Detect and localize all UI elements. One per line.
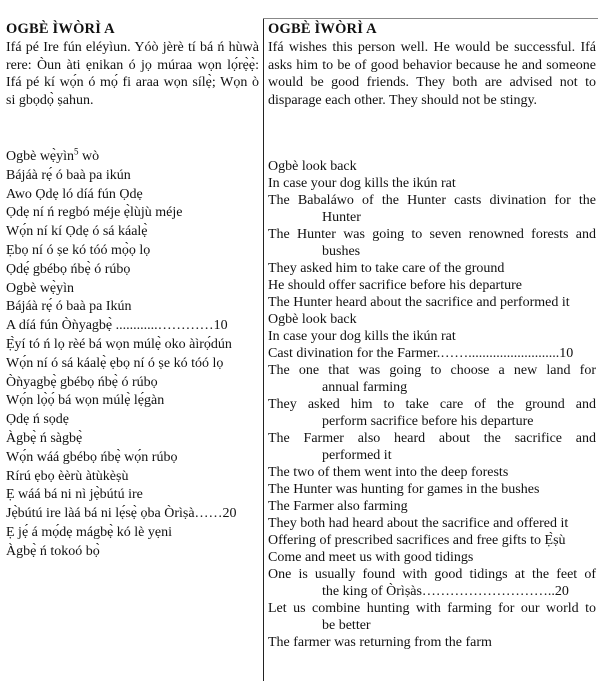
english-verse-line: The Babaláwo of the Hunter casts divination for the Hunter — [268, 193, 596, 225]
english-verses — [268, 158, 598, 651]
yoruba-verse-line: Wọ́n ní ó sá káalẹ̀ ẹbọ ní ó ṣe kó tóó lọ — [6, 355, 224, 371]
yoruba-verse-line: Ọdẹ́ gbébọ ńbẹ̀ ó rúbọ — [6, 261, 131, 277]
yoruba-verse-line: Rírú ẹbọ èèrù àtùkèṣù — [6, 468, 129, 484]
english-verse-line: The Farmer also farming — [268, 499, 408, 514]
english-verse-line: The one that was going to choose a new land for annual farming — [268, 363, 596, 395]
english-title: OGBÈ ÌWÒRÌ A — [268, 21, 377, 37]
english-verse-line: One is usually found with good tidings at the feet of the king of Òrìṣàs………………………..20 — [268, 567, 596, 599]
yoruba-verse-line: Ẹ̀yí tó ń lọ rèé bá wọn múlẹ̀ oko àìrọ́dún — [6, 336, 232, 352]
yoruba-verse-line: Ọdẹ ń sọdẹ — [6, 412, 69, 428]
english-verse-line: The Hunter was going to seven renowned forests and bushes — [268, 227, 596, 259]
yoruba-verse-line: Ẹ wáá bá ni nì jẹ̀bútú ire — [6, 487, 143, 503]
yoruba-verse-line: Wọ́n lọ̀ọ́ bá wọn múlẹ̀ lẹ́gàn — [6, 393, 165, 409]
english-verse-line: In case your dog kills the ikún rat — [268, 329, 456, 344]
english-verse-line: The Farmer also heard about the sacrifice and performed it — [268, 431, 596, 463]
yoruba-verse-line: A díá fún Òǹyagbẹ̀ ............…………10 — [6, 318, 228, 334]
yoruba-verse-line: Ọdẹ ní ń regbó méje ẹ̀lùjù méje — [6, 205, 183, 221]
yoruba-verses — [6, 148, 237, 562]
yoruba-verse-line: Wọ́n wáá gbébọ ńbẹ̀ wọ́n rúbọ — [6, 449, 178, 465]
yoruba-verse-line: Awo Ọdẹ ló díá fún Ọdẹ — [6, 186, 143, 202]
english-verse-line: The Hunter was hunting for games in the bushes — [268, 482, 540, 497]
yoruba-title: OGBÈ ÌWÒRÌ A — [6, 21, 115, 37]
english-verse-line: The farmer was returning from the farm — [268, 635, 492, 650]
yoruba-verse-line: Jẹ̀bútú ire làá bá ni lẹ́sẹ̀ ọba Òrìṣà……20 — [6, 506, 237, 522]
english-verse-line: In case your dog kills the ikún rat — [268, 176, 456, 191]
yoruba-verse-line: Bájáà rẹ́ ó baà pa ikún — [6, 167, 131, 183]
english-verse-line: Let us combine hunting with farming for our world to be better — [268, 601, 596, 633]
english-verse-line: Ogbè look back — [268, 159, 357, 174]
english-verse-line: They asked him to take care of the ground and perform sacrifice before his departure — [268, 397, 596, 429]
yoruba-verse-line: Ogbè wẹ̀yìn — [6, 280, 75, 296]
english-verse-line: He should offer sacrifice before his departure — [268, 278, 522, 293]
english-verse-line: Ogbè look back — [268, 312, 357, 327]
yoruba-verse-line: Ẹbọ ní ó ṣe kó tóó mọ̀ọ lọ — [6, 242, 151, 258]
yoruba-verse-line: Òǹyagbẹ̀ gbébọ ńbẹ̀ ó rúbọ — [6, 374, 158, 390]
english-column — [268, 0, 598, 681]
column-divider — [263, 18, 264, 681]
english-verse-line: They both had heard about the sacrifice and offered it — [268, 516, 569, 531]
english-verse-line: The Hunter heard about the sacrifice and performed it — [268, 295, 570, 310]
english-verse-line: Cast divination for the Farmer.……..........................10 — [268, 346, 574, 361]
yoruba-verse-line: Wọ́n ní kí Ọdẹ ó sá káalẹ̀ — [6, 224, 148, 240]
english-verse-line: The two of them went into the deep forests — [268, 465, 509, 480]
english-verse-line: Come and meet us with good tidings — [268, 550, 474, 565]
yoruba-verse-line: Ẹ jẹ́ á mọ́dẹ mágbẹ̀ kó lè yẹni — [6, 524, 172, 540]
yoruba-verse-line: Bájáà rẹ́ ó baà pa Ikún — [6, 299, 132, 315]
yoruba-column — [6, 0, 259, 681]
english-intro: Ifá wishes this person well. He would be successful. Ifá asks him to be of good behavior because he and someone would be good friends. They both are advised not to disparage each other. They should not be stingy. — [268, 40, 596, 108]
english-verse-line: They asked him to take care of the ground — [268, 261, 505, 276]
footnote-mark: 5 — [74, 146, 79, 157]
yoruba-verse-line: Àgbẹ̀ ń tokoó bọ̀ — [6, 543, 100, 559]
yoruba-verse-line: Ogbè wẹ̀yìn$^5$ wò — [6, 146, 100, 164]
english-verse-line: Offering of prescribed sacrifices and free gifts to Ẹ̀ṣù — [268, 533, 566, 548]
yoruba-intro: Ifá pé Ire fún eléyìun. Yóò jèrè tí bá ń hùwà rere: Òun àti ẹnikan ó jọ múraa wọn lọ́rẹ̀ẹ̀: Ifá pé kí wọ́n ó mọ́ fi araa wọn sílẹ̀; Wọn ò si gbọdọ̀ ṣahun. — [6, 40, 259, 108]
yoruba-verse-line: Àgbẹ̀ ń sàgbẹ̀ — [6, 430, 83, 446]
